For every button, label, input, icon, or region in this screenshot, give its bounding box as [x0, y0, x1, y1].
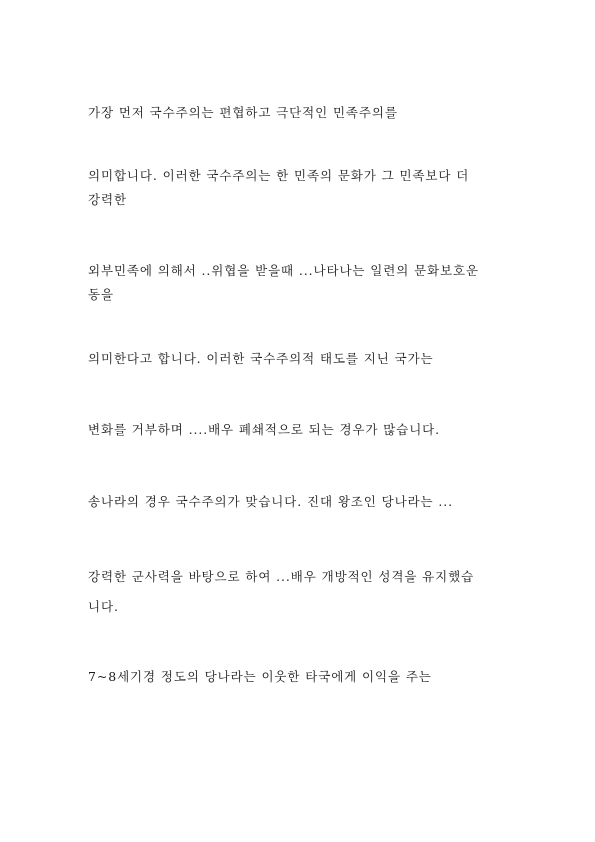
text-line: 니다. [88, 599, 119, 614]
text-line: 송나라의 경우 국수주의가 맞습니다. 진대 왕조인 당나라는 ... [88, 494, 454, 509]
text-line: 7~8세기경 정도의 당나라는 이웃한 타국에게 이익을 주는 [88, 669, 432, 684]
text-line: 강력한 군사력을 바탕으로 하여 ...배우 개방적인 성격을 유지했습 [88, 569, 475, 584]
text-line: 동을 [88, 287, 114, 302]
text-line: 가장 먼저 국수주의는 편협하고 극단적인 민족주의를 [88, 105, 398, 120]
text-line: 의미한다고 합니다. 이러한 국수주의적 태도를 지닌 국가는 [88, 351, 434, 366]
text-line: 변화를 거부하며 ....배우 폐쇄적으로 되는 경우가 많습니다. [88, 422, 441, 437]
text-line: 의미합니다. 이러한 국수주의는 한 민족의 문화가 그 민족보다 더 [88, 168, 470, 183]
text-line: 강력한 [88, 192, 127, 207]
text-line: 외부민족에 의해서 ..위협을 받을때 ...나타나는 일련의 문화보호운 [88, 263, 479, 278]
